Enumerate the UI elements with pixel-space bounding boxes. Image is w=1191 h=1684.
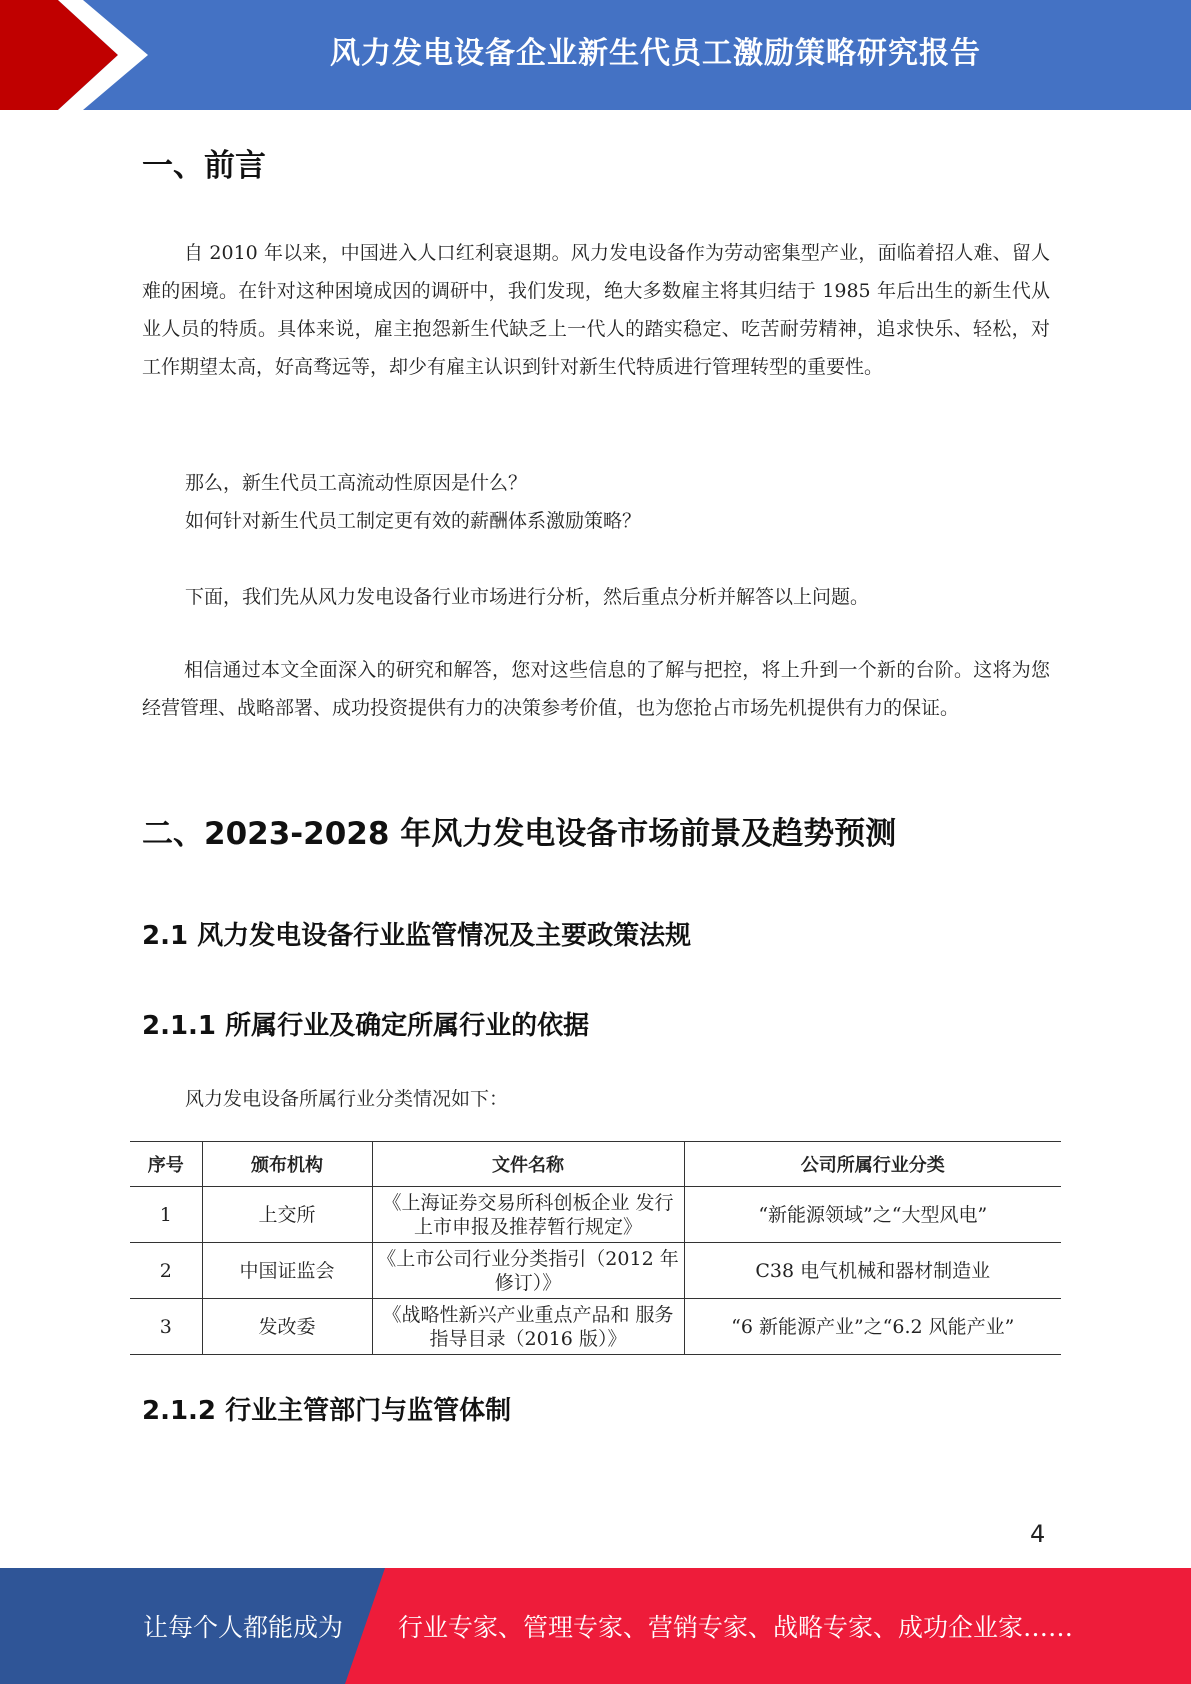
section-2-1-title: 2.1 风力发电设备行业监管情况及主要政策法规 (142, 921, 692, 951)
table-intro: 风力发电设备所属行业分类情况如下： (185, 1088, 509, 1110)
table-cell: 《战略性新兴产业重点产品和 服务指导目录（2016 版）》 (372, 1299, 684, 1355)
table-row (130, 1299, 1061, 1355)
page-header (0, 0, 1191, 110)
header-arrow-decoration (0, 0, 160, 110)
industry-classification-table (130, 1141, 1061, 1355)
table-header-row (130, 1142, 1061, 1187)
table-cell: C38 电气机械和器材制造业 (684, 1243, 1061, 1299)
question-2: 如何针对新生代员工制定更有效的薪酬体系激励策略？ (185, 510, 642, 532)
section-2-1-1-title: 2.1.1 所属行业及确定所属行业的依据 (142, 1011, 590, 1041)
table-cell: 3 (130, 1299, 202, 1355)
table-cell: 上交所 (202, 1187, 372, 1243)
intro-paragraph-2: 下面，我们先从风力发电设备行业市场进行分析，然后重点分析并解答以上问题。 (185, 586, 870, 608)
table-row (130, 1187, 1061, 1243)
question-1: 那么，新生代员工高流动性原因是什么？ (185, 472, 528, 494)
table-cell: 中国证监会 (202, 1243, 372, 1299)
table-cell: 《上市公司行业分类指引（2012 年修订）》 (372, 1243, 684, 1299)
table-cell: “新能源领域”之“大型风电” (684, 1187, 1061, 1243)
table-cell: “6 新能源产业”之“6.2 风能产业” (684, 1299, 1061, 1355)
table-cell: 2 (130, 1243, 202, 1299)
column-header: 颁布机构 (202, 1142, 372, 1187)
footer-slogan-left: 让每个人都能成为 (143, 1613, 344, 1642)
intro-paragraph-3: 相信通过本文全面深入的研究和解答，您对这些信息的了解与把控，将上升到一个新的台阶。这将为您经营管理、战略部署、成功投资提供有力的决策参考价值，也为您抢占市场先机提供有力的保证。 (142, 659, 1050, 719)
section-1-title: 一、前言 (142, 148, 266, 184)
column-header: 文件名称 (372, 1142, 684, 1187)
table-row (130, 1243, 1061, 1299)
column-header: 序号 (130, 1142, 202, 1187)
page-number: 4 (1030, 1520, 1046, 1548)
table-cell: 《上海证券交易所科创板企业 发行上市申报及推荐暂行规定》 (372, 1187, 684, 1243)
section-2-title: 二、2023-2028 年风力发电设备市场前景及趋势预测 (142, 816, 897, 852)
intro-paragraph-1: 自 2010 年以来，中国进入人口红利衰退期。风力发电设备作为劳动密集型产业，面临着招人难、留人难的困境。在针对这种困境成因的调研中，我们发现，绝大多数雇主将其归结于 1985 年后出生的新生代从业人员的特质。具体来说，雇主抱怨新生代缺乏上一代人的踏实稳定、吃苦耐劳精神，追求快乐、轻松，对工作期望太高，好高骛远等，却少有雇主认识到针对新生代特质进行管理转型的重要性。 (142, 242, 1050, 378)
footer-slogan-right: 行业专家、管理专家、营销专家、战略专家、成功企业家…… (398, 1613, 1074, 1642)
table-cell: 1 (130, 1187, 202, 1243)
page-footer (0, 1568, 1191, 1684)
header-title: 风力发电设备企业新生代员工激励策略研究报告 (330, 36, 981, 71)
section-2-1-2-title: 2.1.2 行业主管部门与监管体制 (142, 1396, 512, 1426)
column-header: 公司所属行业分类 (684, 1142, 1061, 1187)
table-cell: 发改委 (202, 1299, 372, 1355)
